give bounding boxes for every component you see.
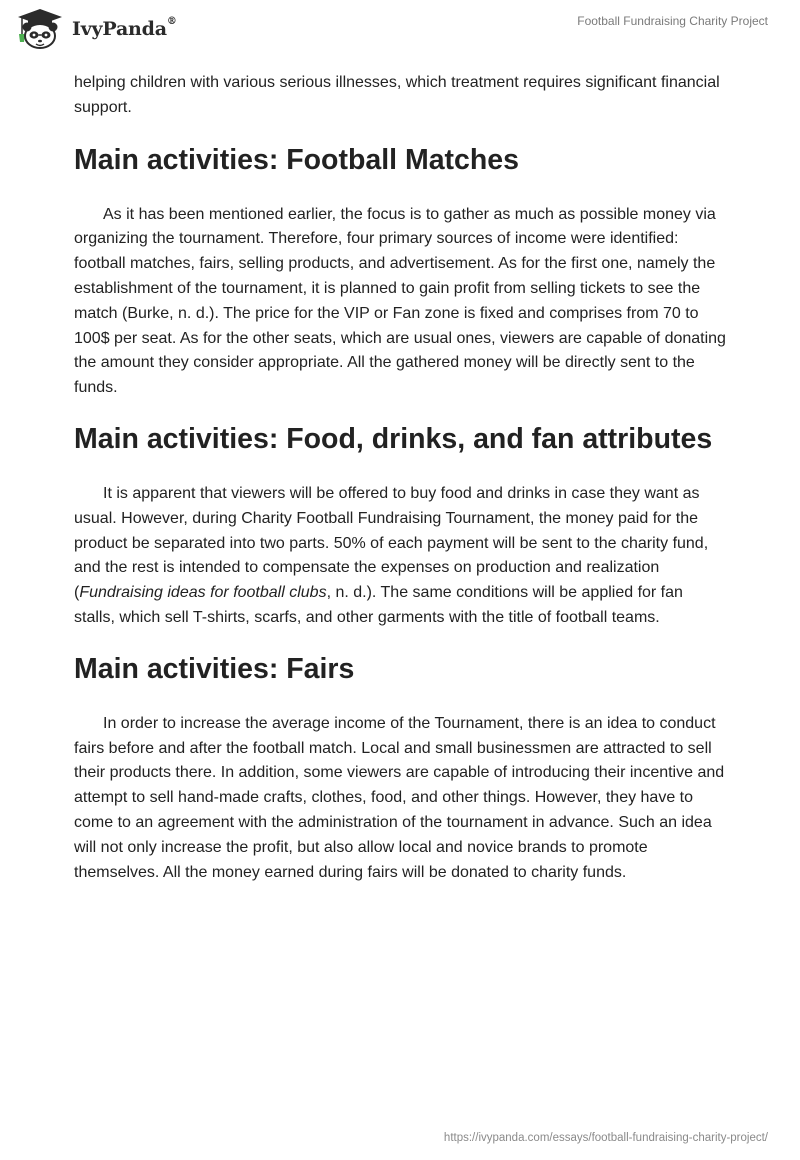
essay-content [74, 71, 728, 885]
section-paragraph-food-drinks [74, 482, 728, 631]
brand-name [72, 18, 177, 40]
paragraph-text-after-citation: , n. d.). The same conditions will be applied for fan stalls, which sell T-shirts, scarfs, and other garments with the title of football teams. [74, 584, 683, 626]
section-heading-food-drinks: Main activities: Food, drinks, and fan attributes [74, 422, 713, 455]
document-title: Football Fundraising Charity Project [577, 14, 768, 28]
section-paragraph-fairs: In order to increase the average income of the Tournament, there is an idea to conduct fairs before and after the football match. Local and small businessmen are attracted to sell their products there. In addition, some viewers are capable of introducing their incentive and attempt to sell hand-made crafts, clothes, food, and other things. However, they have to come to an agreement with the administration of the tournament in advance. Such an idea will not only increase the profit, but also allow local and novice brands to promote themselves. All the money earned during fairs will be donated to charity funds. [74, 714, 725, 881]
section-heading-fairs: Main activities: Fairs [74, 652, 355, 685]
footer-url-link[interactable]: https://ivypanda.com/essays/football-fundraising-charity-project/ [443, 1132, 768, 1144]
citation-title: Fundraising ideas for football clubs [79, 584, 327, 602]
ivypanda-logo[interactable] [14, 8, 177, 50]
section-paragraph-football-matches: As it has been mentioned earlier, the focus is to gather as much as possible money via organizing the tournament. Therefore, four primary sources of income were identified: football matches, fairs, selling products, and advertisement. As for the first one, namely the establishment of the tournament, it is planned to gain profit from selling tickets to see the match (Burke, n. d.). The price for the VIP or Fan zone is fixed and comprises from 70 to 100$ per seat. As for the other seats, which are usual ones, viewers are capable of donating the amount they consider appropriate. All the gathered money will be directly sent to the funds. [74, 205, 726, 397]
page-header [0, 0, 800, 70]
panda-graduate-icon [14, 8, 66, 50]
section-heading-football-matches: Main activities: Football Matches [74, 143, 520, 176]
brand-name-text: IvyPanda [72, 18, 167, 40]
registered-mark: ® [166, 16, 177, 27]
paragraph-text-before-citation: It is apparent that viewers will be offered to buy food and drinks in case they want as usual. However, during Charity Football Fundraising Tournament, the money paid for the product be separated into two parts. 50% of each payment will be sent to the charity fund, and the rest is intended to compensate the expenses on production and realization ( [74, 484, 709, 602]
intro-paragraph: helping children with various serious illnesses, which treatment requires significant financial support. [74, 74, 720, 116]
